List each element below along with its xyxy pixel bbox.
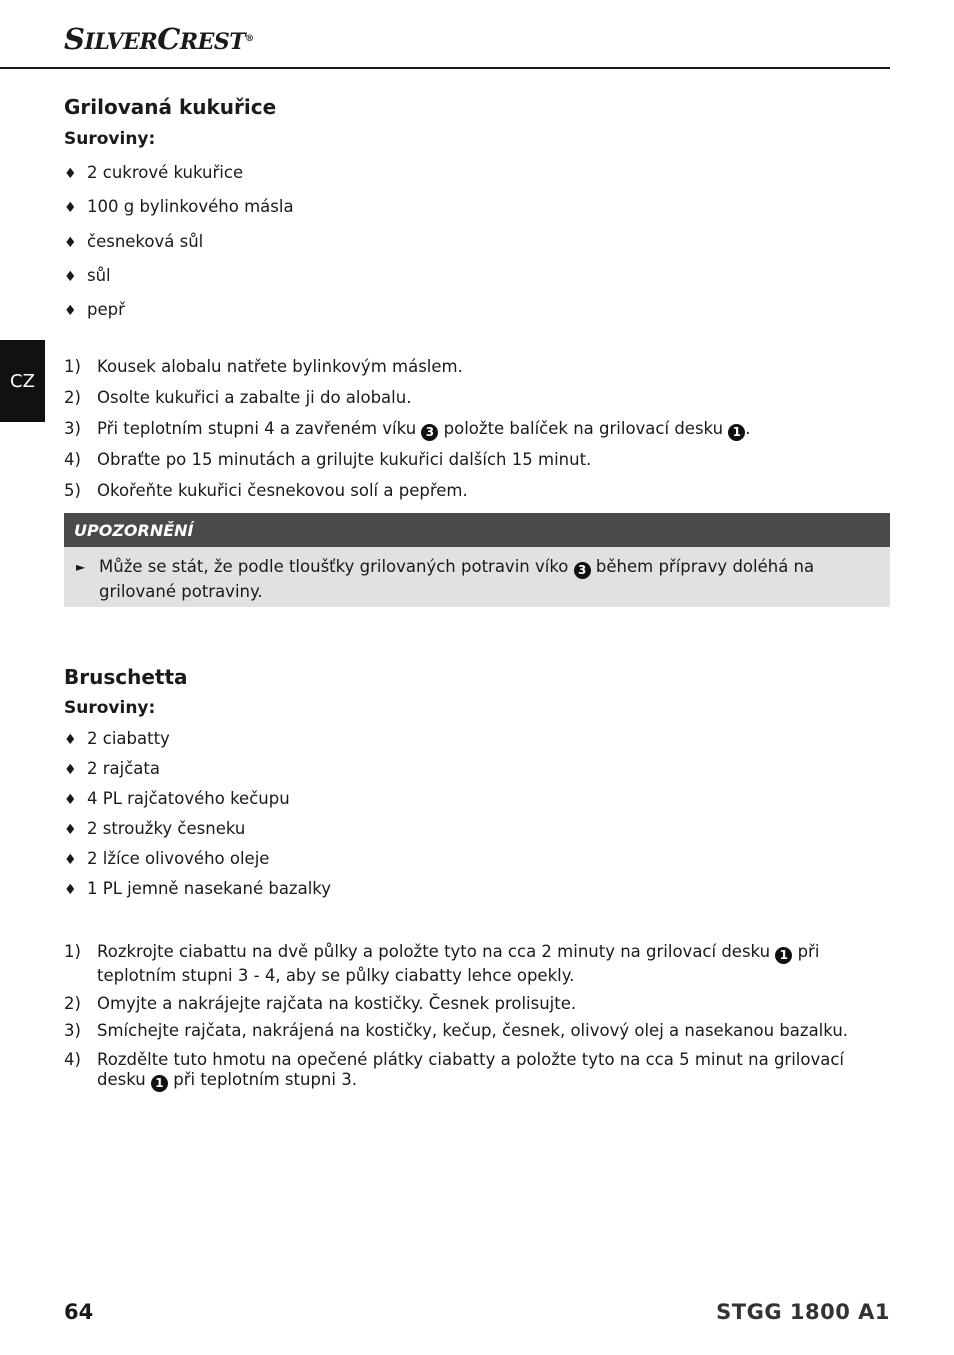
step-number: 4) xyxy=(64,450,81,469)
step-item xyxy=(64,355,890,379)
ingredients-label: Suroviny: xyxy=(64,129,156,149)
step-text: Omyjte a nakrájejte rajčata na kostičky. Česnek prolisujte. xyxy=(97,994,577,1013)
ingredient-text: 1 PL jemně nasekané bazalky xyxy=(87,879,332,898)
step-item xyxy=(64,1019,890,1043)
list-item xyxy=(64,728,170,751)
step-text-part: Při teplotním stupni 4 a zavřeném víku xyxy=(97,419,417,438)
ingredient-text: 2 stroužky česneku xyxy=(87,819,246,838)
diamond-icon: ♦ xyxy=(64,852,77,868)
step-text: Osolte kukuřici a zabalte ji do alobalu. xyxy=(97,388,412,407)
ingredient-text: česneková sůl xyxy=(87,232,204,251)
diamond-icon: ♦ xyxy=(64,882,77,898)
notice-header xyxy=(64,513,890,547)
step-number: 1) xyxy=(64,942,81,961)
step-item xyxy=(64,940,890,988)
ingredient-text: 100 g bylinkového másla xyxy=(87,197,294,216)
notice-title: UPOZORNĚNÍ xyxy=(74,520,194,540)
notice-text-part: Může se stát, že podle tloušťky grilovaných potravin víko xyxy=(99,557,569,576)
step-text-part: při teplotním stupni 3 - 4, aby se půlky ciabatty lehce opekly. xyxy=(97,942,820,985)
brand-part: C xyxy=(157,22,180,56)
step-item xyxy=(64,386,890,410)
step-number: 2) xyxy=(64,994,81,1013)
diamond-icon: ♦ xyxy=(64,792,77,808)
brand-part: REST xyxy=(179,29,246,55)
step-text-part: položte balíček na grilovací desku xyxy=(443,419,724,438)
notice-body xyxy=(64,547,890,607)
page-number: 64 xyxy=(64,1300,94,1324)
ingredient-text: 2 rajčata xyxy=(87,759,160,778)
registered-mark: ® xyxy=(245,34,254,44)
step-number: 1) xyxy=(64,357,81,376)
step-text: Kousek alobalu natřete bylinkovým máslem. xyxy=(97,357,463,376)
step-item xyxy=(64,417,890,441)
list-item xyxy=(64,265,111,288)
ingredient-text: pepř xyxy=(87,300,125,319)
ingredient-text: 2 cukrové kukuřice xyxy=(87,163,244,182)
diamond-icon: ♦ xyxy=(64,732,77,748)
step-text xyxy=(97,417,890,441)
step-item xyxy=(64,992,890,1016)
header-rule xyxy=(0,67,890,69)
brand-part: S xyxy=(64,22,85,56)
diamond-icon: ♦ xyxy=(64,235,77,251)
ingredient-text: 2 ciabatty xyxy=(87,729,170,748)
step-text-part: při teplotním stupni 3. xyxy=(173,1070,357,1089)
step-number: 5) xyxy=(64,481,81,500)
step-text-part: Rozdělte tuto hmotu na opečené plátky ciabatty a položte tyto na cca 5 minut na grilovací desku xyxy=(97,1050,844,1089)
brand-part: ILVER xyxy=(84,29,158,55)
diamond-icon: ♦ xyxy=(64,822,77,838)
step-number: 2) xyxy=(64,388,81,407)
step-text-part: Rozkrojte ciabattu na dvě půlky a položte tyto na cca 2 minuty na grilovací desku xyxy=(97,942,771,961)
diamond-icon: ♦ xyxy=(64,762,77,778)
part-reference-badge: 3 xyxy=(421,424,438,441)
part-reference-badge: 1 xyxy=(728,424,745,441)
step-item xyxy=(64,479,890,503)
language-tab xyxy=(0,340,45,422)
model-number: STGG 1800 A1 xyxy=(716,1300,890,1324)
list-item xyxy=(64,758,160,781)
list-item xyxy=(64,196,294,219)
language-tab-label: CZ xyxy=(10,370,35,392)
diamond-icon: ♦ xyxy=(64,200,77,216)
section-title: Bruschetta xyxy=(64,665,188,689)
list-item xyxy=(64,818,245,841)
diamond-icon: ♦ xyxy=(64,166,77,182)
list-item xyxy=(64,878,331,901)
part-reference-badge: 3 xyxy=(574,562,591,579)
step-item xyxy=(64,448,890,472)
step-text-part: . xyxy=(745,419,751,438)
ingredients-label: Suroviny: xyxy=(64,698,156,718)
step-number: 4) xyxy=(64,1050,81,1069)
notice-text-part: během přípravy doléhá na grilované potraviny. xyxy=(99,557,815,601)
part-reference-badge: 1 xyxy=(151,1075,168,1092)
step-item xyxy=(64,1050,890,1092)
ingredient-text: 4 PL rajčatového kečupu xyxy=(87,789,290,808)
brand-logo xyxy=(64,22,254,59)
list-item xyxy=(64,299,125,322)
arrow-right-icon: ► xyxy=(76,560,86,574)
section-title: Grilovaná kukuřice xyxy=(64,95,277,119)
part-reference-badge: 1 xyxy=(775,947,792,964)
step-number: 3) xyxy=(64,1021,81,1040)
list-item xyxy=(64,231,203,254)
list-item xyxy=(64,162,243,185)
diamond-icon: ♦ xyxy=(64,269,77,285)
diamond-icon: ♦ xyxy=(64,303,77,319)
ingredient-text: 2 lžíce olivového oleje xyxy=(87,849,270,868)
step-text xyxy=(97,940,890,988)
step-text xyxy=(97,1050,890,1092)
step-text: Obraťte po 15 minutách a grilujte kukuřici dalších 15 minut. xyxy=(97,450,592,469)
ingredient-text: sůl xyxy=(87,266,111,285)
step-number: 3) xyxy=(64,419,81,438)
step-text: Okořeňte kukuřici česnekovou solí a pepřem. xyxy=(97,481,468,500)
step-text: Smíchejte rajčata, nakrájená na kostičky, kečup, česnek, olivový olej a nasekanou bazalku. xyxy=(97,1021,849,1040)
list-item xyxy=(64,848,269,871)
list-item xyxy=(64,788,290,811)
